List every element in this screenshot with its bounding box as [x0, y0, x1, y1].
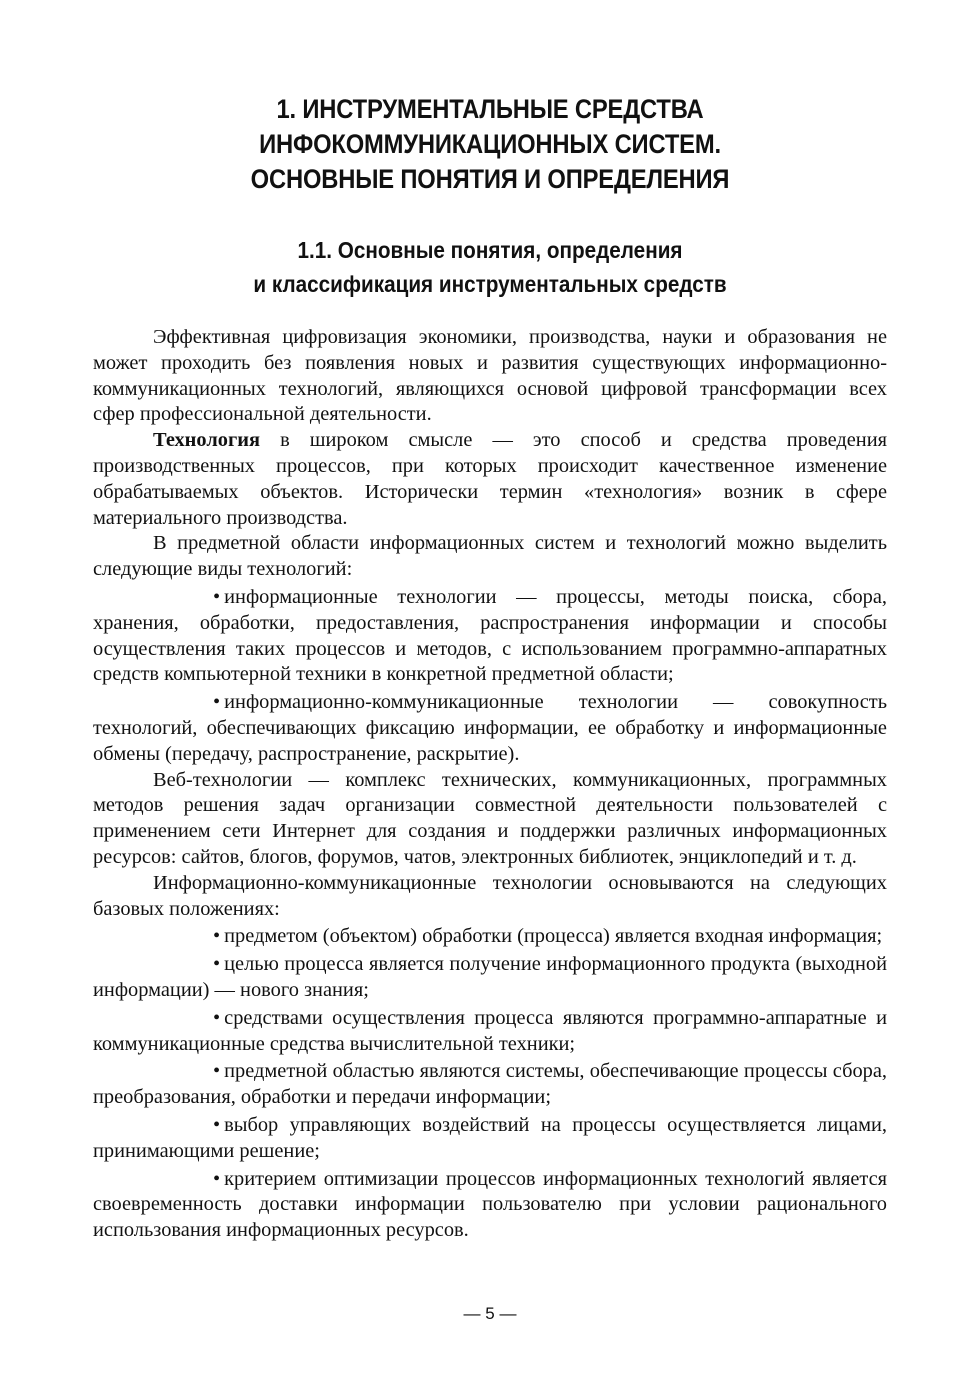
list-item	[93, 924, 887, 950]
paragraph-technology-definition	[93, 428, 887, 531]
bullet-icon: •	[213, 953, 221, 976]
list-item-text: выбор управляющих воздействий на процессы осуществляется лицами, принимающими решение;	[93, 1113, 887, 1162]
chapter-title-line-3: ОСНОВНЫЕ ПОНЯТИЯ И ОПРЕДЕЛЕНИЯ	[250, 164, 730, 194]
section-title-line-2: и классификация инструментальных средств	[253, 271, 727, 297]
technology-definition-text: в широком смысле — это способ и средства проведения производственных процессов, при которых происходит качественное изменение обрабатываемых объектов. Исторически термин «технология» возник в сфере материального производства.	[93, 429, 887, 529]
bullet-icon: •	[213, 1113, 221, 1136]
document-page	[93, 92, 887, 1244]
list-item-text: информационно-коммуникационные технологии — совокупность технологий, обеспечивающих фиксацию информации, ее обработку и информационные обмены (передачу, распространение, раскрытие).	[93, 691, 887, 765]
section-title	[133, 233, 848, 301]
list-item-text: средствами осуществления процесса являются программно-аппаратные и коммуникационные средства вычислительной техники;	[93, 1006, 887, 1055]
list-item-text: информационные технологии — процессы, методы поиска, сбора, хранения, обработки, предоставления, распространения информации и способы осуществления таких процессов и методов, с использованием программно-аппаратных средств компьютерной техники в конкретной предметной области;	[93, 585, 887, 686]
list-item	[93, 1006, 887, 1058]
list-item-text: критерием оптимизации процессов информационных технологий является своевременность доставки информации пользователю при условии рационального использования информационных ресурсов.	[93, 1167, 887, 1242]
list-item	[93, 952, 887, 1004]
paragraph-technology-types: В предметной области информационных систем и технологий можно выделить следующие виды технологий:	[93, 532, 887, 581]
chapter-title-line-1: 1. ИНСТРУМЕНТАЛЬНЫЕ СРЕДСТВА	[276, 94, 704, 124]
bullet-icon: •	[213, 1167, 221, 1190]
chapter-title-line-2: ИНФОКОММУНИКАЦИОННЫХ СИСТЕМ.	[259, 129, 721, 159]
list-item	[93, 690, 887, 767]
paragraph-web-technologies: Веб-технологии — комплекс технических, коммуникационных, программных методов решения задач организации совместной деятельности пользователей с применением сети Интернет для создания и поддержки различных информационных ресурсов: сайтов, блогов, форумов, чатов, электронных библиотек, энциклопедий и т. д.	[93, 768, 887, 868]
chapter-title	[141, 92, 840, 197]
section-title-line-1: 1.1. Основные понятия, определения	[297, 237, 683, 263]
list-item-text: целью процесса является получение информационного продукта (выходной информации) — нового знания;	[93, 953, 887, 1001]
list-item-text: предметной областью являются системы, обеспечивающие процессы сбора, преобразования, обработки и передачи информации;	[93, 1060, 887, 1109]
list-item	[93, 585, 887, 688]
list-item	[93, 1167, 887, 1244]
term-technology: Технология	[153, 429, 261, 452]
list-item	[93, 1059, 887, 1111]
bullet-icon: •	[213, 1006, 221, 1029]
page-number: — 5 —	[463, 1304, 517, 1323]
body-text	[93, 325, 887, 1244]
paragraph-ict-basics: Информационно-коммуникационные технологии основываются на следующих базовых положениях:	[93, 871, 887, 920]
paragraph-intro: Эффективная цифровизация экономики, производства, науки и образования не может проходить без появления новых и развития существующих информационно-коммуникационных технологий, являющихся основой цифровой трансформации всех сфер профессиональной деятельности.	[93, 326, 887, 426]
bullet-icon: •	[213, 925, 221, 948]
list-item-text: предметом (объектом) обработки (процесса) является входная информация;	[224, 925, 883, 948]
bullet-icon: •	[213, 1060, 221, 1083]
bullet-icon: •	[213, 585, 221, 608]
bullet-icon: •	[213, 691, 221, 714]
list-item	[93, 1113, 887, 1165]
